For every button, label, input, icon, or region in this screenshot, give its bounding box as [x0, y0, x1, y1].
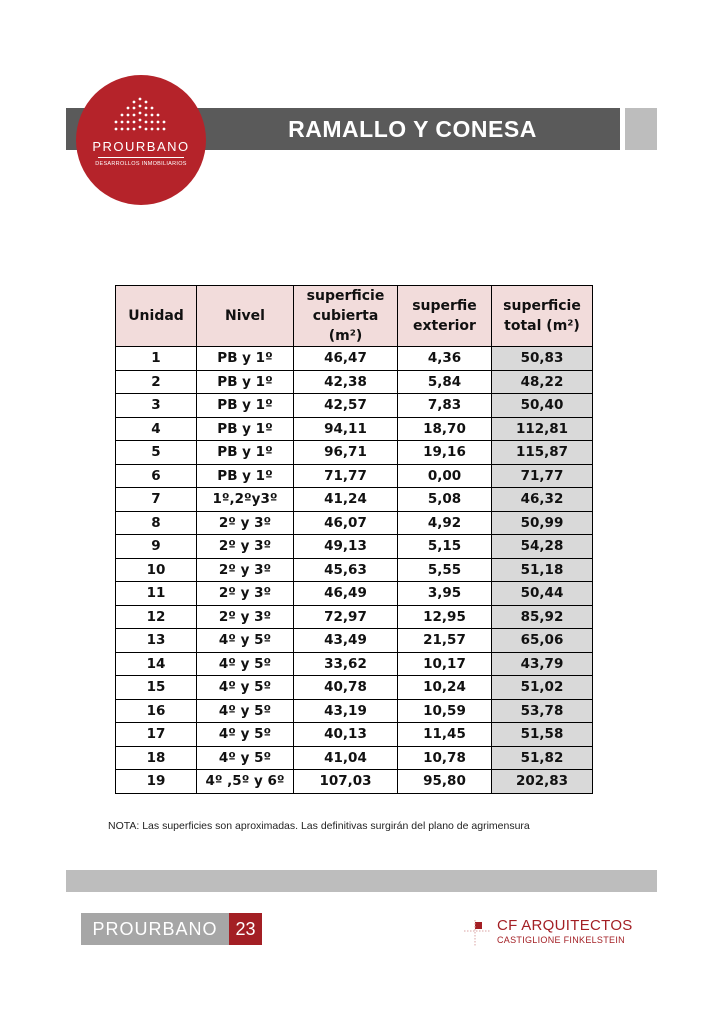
cell-total: 112,81 [492, 417, 593, 441]
cell-unidad: 17 [116, 723, 197, 747]
cell-nivel: PB y 1º [197, 441, 294, 465]
cell-total: 85,92 [492, 605, 593, 629]
cell-cubierta: 107,03 [294, 770, 398, 794]
cell-cubierta: 43,49 [294, 629, 398, 653]
table-row [116, 652, 593, 676]
cell-exterior: 5,55 [398, 558, 492, 582]
cell-exterior: 3,95 [398, 582, 492, 606]
cell-total: 46,32 [492, 488, 593, 512]
cell-total: 50,83 [492, 347, 593, 371]
cf-arquitectos-subtitle: CASTIGLIONE FINKELSTEIN [497, 935, 625, 945]
cell-unidad: 1 [116, 347, 197, 371]
table-row [116, 488, 593, 512]
cell-unidad: 4 [116, 417, 197, 441]
cell-nivel: 4º y 5º [197, 629, 294, 653]
cell-cubierta: 40,78 [294, 676, 398, 700]
cell-total: 51,82 [492, 746, 593, 770]
page-number: 23 [229, 913, 262, 945]
cell-total: 51,02 [492, 676, 593, 700]
table-row [116, 629, 593, 653]
cell-unidad: 3 [116, 394, 197, 418]
table-row [116, 347, 593, 371]
header-nivel: Nivel [197, 286, 294, 347]
cf-arquitectos-title: CF ARQUITECTOS [497, 917, 633, 934]
cell-total: 51,58 [492, 723, 593, 747]
cell-exterior: 10,78 [398, 746, 492, 770]
cell-unidad: 10 [116, 558, 197, 582]
header-unidad: Unidad [116, 286, 197, 347]
cell-cubierta: 96,71 [294, 441, 398, 465]
table-body [116, 347, 593, 794]
cell-cubierta: 46,49 [294, 582, 398, 606]
cell-total: 51,18 [492, 558, 593, 582]
cell-nivel: 4º ,5º y 6º [197, 770, 294, 794]
surface-table [115, 285, 593, 794]
cell-nivel: 4º y 5º [197, 652, 294, 676]
table-row [116, 464, 593, 488]
cell-nivel: PB y 1º [197, 370, 294, 394]
cell-nivel: 4º y 5º [197, 746, 294, 770]
prourbano-logo [76, 75, 206, 205]
cell-exterior: 0,00 [398, 464, 492, 488]
logo-name: PROURBANO [92, 139, 190, 154]
cell-total: 50,44 [492, 582, 593, 606]
footer-brand: PROURBANO [81, 913, 229, 945]
cell-nivel: PB y 1º [197, 417, 294, 441]
cell-unidad: 2 [116, 370, 197, 394]
cell-cubierta: 42,38 [294, 370, 398, 394]
surface-note: NOTA: Las superficies son aproximadas. Las definitivas surgirán del plano de agrimensura [108, 820, 530, 832]
table-row [116, 676, 593, 700]
cell-nivel: 4º y 5º [197, 676, 294, 700]
cell-cubierta: 42,57 [294, 394, 398, 418]
logo-divider [98, 157, 184, 158]
cell-exterior: 10,24 [398, 676, 492, 700]
cell-total: 54,28 [492, 535, 593, 559]
table-header-row [116, 286, 593, 347]
cell-exterior: 7,83 [398, 394, 492, 418]
table-row [116, 394, 593, 418]
cell-nivel: 4º y 5º [197, 699, 294, 723]
cell-cubierta: 41,04 [294, 746, 398, 770]
cell-unidad: 11 [116, 582, 197, 606]
cell-total: 65,06 [492, 629, 593, 653]
cell-exterior: 18,70 [398, 417, 492, 441]
cell-unidad: 9 [116, 535, 197, 559]
cell-exterior: 4,36 [398, 347, 492, 371]
cell-exterior: 21,57 [398, 629, 492, 653]
cell-cubierta: 33,62 [294, 652, 398, 676]
cell-unidad: 15 [116, 676, 197, 700]
cf-arquitectos-logo-icon [462, 918, 492, 948]
cell-exterior: 10,59 [398, 699, 492, 723]
cell-total: 48,22 [492, 370, 593, 394]
cell-unidad: 12 [116, 605, 197, 629]
table-row [116, 699, 593, 723]
table-row [116, 605, 593, 629]
cell-total: 202,83 [492, 770, 593, 794]
cell-cubierta: 46,47 [294, 347, 398, 371]
cell-exterior: 5,84 [398, 370, 492, 394]
cell-nivel: 2º y 3º [197, 582, 294, 606]
footer-bar [66, 870, 657, 892]
table-row [116, 770, 593, 794]
cell-unidad: 6 [116, 464, 197, 488]
cell-cubierta: 45,63 [294, 558, 398, 582]
table-row [116, 746, 593, 770]
cell-cubierta: 46,07 [294, 511, 398, 535]
table-row [116, 723, 593, 747]
cell-exterior: 4,92 [398, 511, 492, 535]
cell-unidad: 7 [116, 488, 197, 512]
cell-nivel: 4º y 5º [197, 723, 294, 747]
cell-cubierta: 49,13 [294, 535, 398, 559]
cell-nivel: PB y 1º [197, 394, 294, 418]
cell-unidad: 8 [116, 511, 197, 535]
cell-exterior: 19,16 [398, 441, 492, 465]
header-total: superficie total (m²) [492, 286, 593, 347]
cell-cubierta: 43,19 [294, 699, 398, 723]
cell-nivel: 2º y 3º [197, 535, 294, 559]
table-row [116, 558, 593, 582]
cell-nivel: 2º y 3º [197, 605, 294, 629]
header-exterior: superfie exterior [398, 286, 492, 347]
table-row [116, 370, 593, 394]
cell-unidad: 13 [116, 629, 197, 653]
cell-nivel: 1º,2ºy3º [197, 488, 294, 512]
cell-unidad: 16 [116, 699, 197, 723]
cell-cubierta: 41,24 [294, 488, 398, 512]
cell-exterior: 95,80 [398, 770, 492, 794]
cell-total: 71,77 [492, 464, 593, 488]
cell-unidad: 14 [116, 652, 197, 676]
cell-total: 43,79 [492, 652, 593, 676]
cell-total: 115,87 [492, 441, 593, 465]
cell-exterior: 5,08 [398, 488, 492, 512]
cell-nivel: PB y 1º [197, 464, 294, 488]
table-row [116, 535, 593, 559]
cell-unidad: 5 [116, 441, 197, 465]
cell-total: 50,99 [492, 511, 593, 535]
page-title: RAMALLO Y CONESA [288, 116, 537, 142]
table-row [116, 441, 593, 465]
header-accent-square [625, 108, 657, 150]
cell-total: 50,40 [492, 394, 593, 418]
cell-nivel: 2º y 3º [197, 558, 294, 582]
cell-unidad: 19 [116, 770, 197, 794]
cell-cubierta: 40,13 [294, 723, 398, 747]
cell-cubierta: 94,11 [294, 417, 398, 441]
cell-exterior: 5,15 [398, 535, 492, 559]
cell-exterior: 11,45 [398, 723, 492, 747]
table-row [116, 511, 593, 535]
cell-cubierta: 72,97 [294, 605, 398, 629]
cell-exterior: 12,95 [398, 605, 492, 629]
cell-nivel: PB y 1º [197, 347, 294, 371]
table-row [116, 417, 593, 441]
logo-subtitle: DESARROLLOS INMOBILIARIOS [95, 161, 187, 167]
cell-nivel: 2º y 3º [197, 511, 294, 535]
cell-unidad: 18 [116, 746, 197, 770]
cell-cubierta: 71,77 [294, 464, 398, 488]
cell-exterior: 10,17 [398, 652, 492, 676]
header-cubierta: superficie cubierta (m²) [294, 286, 398, 347]
table-row [116, 582, 593, 606]
cell-total: 53,78 [492, 699, 593, 723]
